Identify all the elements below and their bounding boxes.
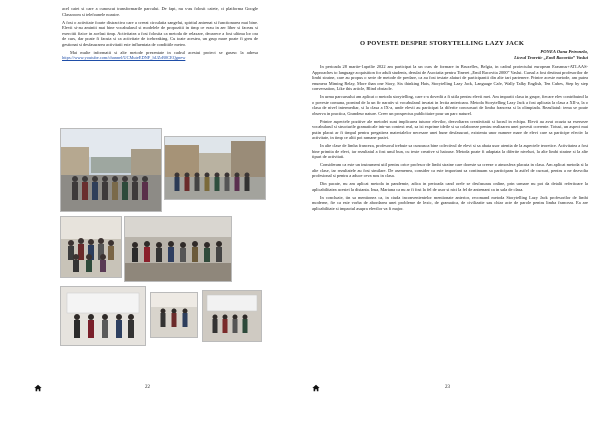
photo-classroom-group bbox=[60, 216, 122, 278]
page-number-left: 22 bbox=[145, 385, 150, 390]
left-paragraph-3 bbox=[62, 50, 258, 61]
photo-meeting-room-image bbox=[125, 217, 231, 281]
page-number-right: 23 bbox=[445, 385, 450, 390]
author-school: Liceul Teoretic „Emil Racovita” Vaslui bbox=[514, 55, 588, 60]
photo-classroom-presentation-image bbox=[203, 291, 261, 341]
photo-group-outdoor bbox=[60, 128, 162, 212]
right-paragraph-6: Din pacate, nu am aplicat metoda in pandemie, adica in perioada cand orele se desfasurau online, prin urmare nu pot da detalii referitoare la aplicabilitatea acestei la distanta. Insa, Mariana ca nu ar fi fost la fel de usor si nici la fel de antrenant ca in sala de clasa. bbox=[312, 181, 588, 192]
right-text-body bbox=[312, 64, 588, 214]
home-icon[interactable] bbox=[34, 384, 42, 392]
right-paragraph-1: In perioada 28 martie-1aprilie 2022 am participat la un curs de formare in Bruxelles, Belgia, in cadrul proiectului european Erasmus+ATLAAS-Approaches to language acquisition for adult students, derulat de Asociatia pentru Tineret „Emil Racovita 2000” Vaslui. Cursul a fost destinat profesorilor de limbi straine, care au propus o serie de metode de predare, ca au fost testate alaturi de participantii din alte tari partenere. Printre aceste metode, am putea enumera Miming Relay, More than one Story, Six thinking Hats, Storytelling Lazy Jack, Language Cafe, Wally Talky English, Ten Cubes, Step by step conversation, Like this article, Blind obstacle. bbox=[312, 64, 588, 91]
photo-students-board-image bbox=[61, 287, 145, 345]
left-text-top bbox=[62, 6, 258, 63]
right-paragraph-5: Consideram ca este un instrument util pentru orice profesor de limbi straine care doreste sa creeze o atmosfera placuta in clasa. Am aplicat metoda si la alte clase, iar rezultatele au fost similare. De asemenea, consider ca este important sa continuam sa participam la astfel de cursuri, pentru a ne dezvolta profesional si pentru a aduce ceva nou in clasa. bbox=[312, 162, 588, 178]
photo-classroom-group-image bbox=[61, 217, 121, 277]
home-icon-right[interactable] bbox=[312, 384, 320, 392]
page-right bbox=[300, 0, 600, 424]
photo-group-outdoor-image bbox=[61, 129, 161, 211]
photo-classroom-presentation bbox=[202, 290, 262, 342]
article-title: O POVESTE DESPRE STORYTELLING LAZY JACK bbox=[360, 40, 525, 47]
photo-group-city-image bbox=[165, 137, 265, 199]
right-paragraph-3: Printre aspectele pozitive ale metodei sunt implicarea tuturor elevilor, dezvoltarea creativitatii si lucrul in echipa. Elevii au avut ocazia sa exerseze vocabularul si structurile gramaticale intr-un context real, sa isi exprime ideile si sa colaboreze pentru realizarea unei povesti coerente. Totusi, un aspect mai putin placut ar fi timpul pentru pregatirea materialelor necesare unei bune desfasurari, existenta unor numere mare de elevi care sa participe efectiv la activitate, in timp ce altii pot ramane pasivi. bbox=[312, 118, 588, 140]
photo-classroom-small bbox=[150, 292, 198, 338]
left-paragraph-2: A fost o activitate foarte distractiva care a creeat circulatia sangelui, spiritul antrenat si functionarea mai bine. Elevii si-au amintit mai bine vocabularul si modelele de propozitii in timp ce erau in aer liber si faceau si exercitii fizice in acelasi timp. Activitatea a fost folosita ca metoda de relaxare, deoarece a fost ultima lor ora de curs, dar poate fi facuta si ca activitate de icebreaking. Cu toate acestea, un grup mare poate fi greu de gestionat si desfasurarea activitatii este influentata de conditiile meteo. bbox=[62, 19, 258, 47]
photo-meeting-room bbox=[124, 216, 232, 282]
left-paragraph-3-text: Mai multe informatii si alte metode prezentate in cadrul acestui proiect se gasesc la adresa bbox=[70, 49, 258, 55]
photo-students-board bbox=[60, 286, 146, 346]
author-name: PONEA Oana Petronela, bbox=[540, 49, 588, 54]
youtube-link[interactable]: https://www.youtube.com/channel/UCMuteEDNF_hUZrB0CEQgnew bbox=[62, 55, 186, 60]
right-paragraph-7: In concluzie, tin sa mentionez ca, in ciuda inconvenientelor mentionate anterior, recomand metoda Storytelling Lazy Jack profesorilor de limbi moderne, fie ca este vorba de abordarea unei probleme de lexic, de gramatica, de civilizatie sau chiar acte de parole pentru limba franceza. Ea are aplicabilitate si impactul asupra elevilor va fi major. bbox=[312, 194, 588, 211]
photo-classroom-small-image bbox=[151, 293, 197, 337]
photo-group-city bbox=[164, 136, 266, 200]
right-paragraph-4: In alte clase de limba franceza, profesorul trebuie sa cunoasca bine colectivul de elevi si sa abata usor atentia de la aspectele teoretice. Activitatea a fost bine primita de elevi, iar rezultatul a fost unul bun, cu texte creative si haioase. Metoda poate fi adaptata la diferite niveluri, la alte limbi straine si la alte tipuri de activitati. bbox=[312, 143, 588, 159]
right-paragraph-2: In urma parcursului am aplicat o metoda storytelling, care s-a dovedit a fi utila pentru elevii mei. Am impartit clasa in grupe, fiecare elev contribuind la o poveste comuna, pornind de la un fir narativ si vocabularul invatat in lectia anterioara. Metoda Storytelling Lazy Jack a fost aplicata la clasa a XII-a, la o clasa de nivel intermediar, si la clasa a IX-a, unde elevii au participat la diferite concursuri de limba franceza si la olimpiada. Rezultatul: tema se poate observa in practica, Grandeur nature. Creer un prospectus publicitaire pour un parc naturel. bbox=[312, 94, 588, 116]
left-paragraph-1: acel caiet si care a cunoscut transformarile parcului. De fapt, nu s-au folosit caiete, ci platforma Google Classroom si telefoanele noastre. bbox=[62, 6, 258, 17]
article-author bbox=[514, 49, 588, 61]
